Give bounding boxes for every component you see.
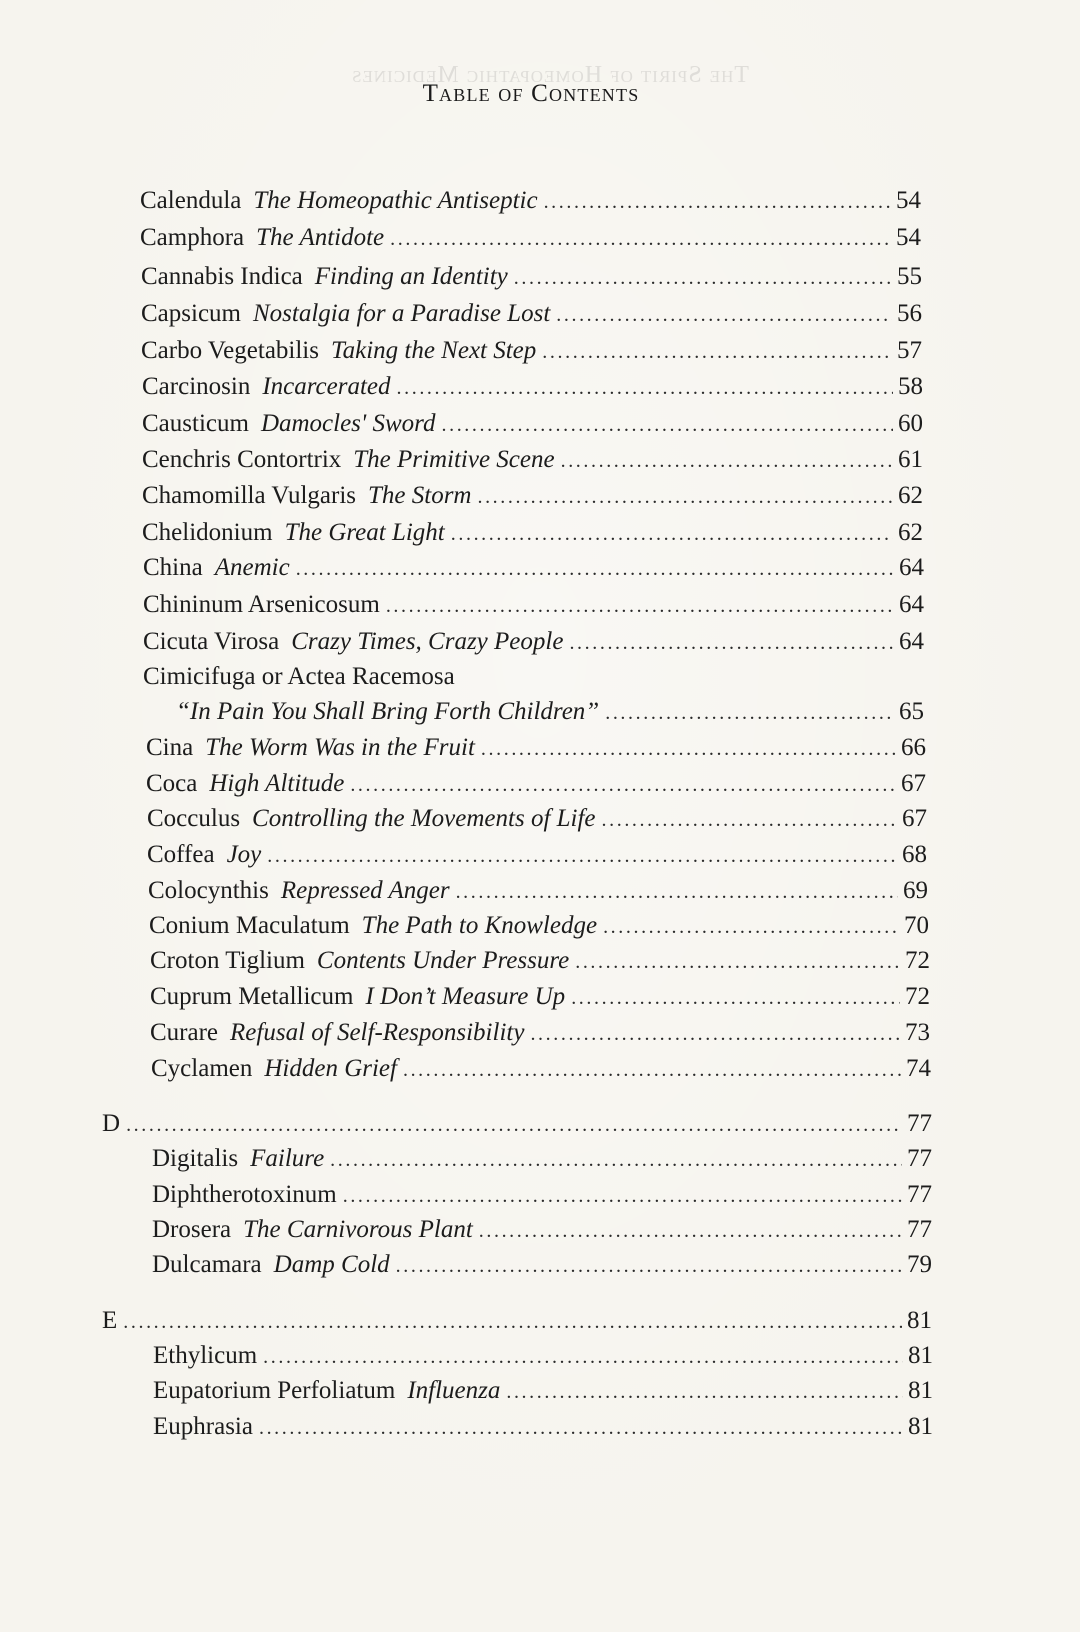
toc-entry[interactable] (146, 767, 926, 801)
dot-leader (569, 626, 894, 660)
entry-subtitle: The Path to Knowledge (361, 912, 598, 939)
dot-leader (561, 444, 893, 478)
section-letter-d[interactable] (102, 1107, 932, 1141)
entry-page: 54 (896, 187, 921, 214)
entry-page: 73 (905, 1019, 930, 1046)
dot-leader (386, 589, 894, 623)
entry-subtitle: Failure (250, 1145, 325, 1172)
toc-entry[interactable] (150, 944, 930, 978)
section-letter: E (102, 1307, 118, 1334)
entry-page: 81 (908, 1377, 933, 1404)
toc-entry[interactable] (142, 479, 923, 513)
toc-entry[interactable] (152, 1248, 932, 1282)
dot-leader (477, 480, 893, 514)
toc-entry[interactable] (142, 407, 923, 441)
entry-subtitle: Anemic (214, 554, 290, 581)
dot-leader (126, 1108, 902, 1142)
dot-leader (506, 1375, 903, 1409)
entry-page: 64 (899, 591, 924, 618)
dot-leader (602, 803, 897, 837)
entry-page: 54 (896, 224, 921, 251)
entry-subtitle: “In Pain You Shall Bring Forth Children” (176, 698, 600, 725)
dot-leader (575, 945, 900, 979)
entry-page: 57 (897, 337, 922, 364)
toc-entry[interactable] (152, 1213, 932, 1247)
toc-entry[interactable] (146, 731, 926, 765)
dot-leader (267, 839, 897, 873)
entry-name: Carcinosin (142, 373, 251, 400)
dot-leader (403, 1053, 901, 1087)
entry-name: Calendula (140, 187, 242, 214)
dot-leader (343, 1179, 902, 1213)
dot-leader (350, 768, 896, 802)
toc-entry[interactable] (142, 443, 923, 477)
entry-name: Coffea (147, 841, 215, 868)
section-page: 77 (907, 1110, 932, 1137)
entry-page: 62 (898, 519, 923, 546)
dot-leader (603, 910, 899, 944)
entry-name: Chininum Arsenicosum (143, 591, 380, 618)
entry-name: Diphtherotoxinum (152, 1181, 337, 1208)
entry-subtitle: Damp Cold (273, 1251, 390, 1278)
entry-page: 55 (897, 263, 922, 290)
entry-page: 65 (899, 698, 924, 725)
toc-entry[interactable] (141, 260, 922, 294)
toc-entry[interactable] (142, 370, 923, 404)
entry-name: Cannabis Indica (141, 263, 303, 290)
toc-entry[interactable] (152, 1142, 932, 1176)
dot-leader (481, 732, 896, 766)
entry-name: Dulcamara (152, 1251, 262, 1278)
entry-subtitle: The Antidote (256, 224, 385, 251)
bleed-through-header: The Spirit of Homeopathic Medicines (351, 62, 750, 88)
entry-subtitle: Incarcerated (262, 373, 391, 400)
entry-name: Cyclamen (151, 1055, 253, 1082)
entry-name: Chelidonium (142, 519, 273, 546)
dot-leader (263, 1340, 903, 1374)
entry-page: 60 (898, 410, 923, 437)
toc-entry[interactable] (151, 1052, 931, 1086)
entry-name: Euphrasia (153, 1413, 253, 1440)
entry-name: Colocynthis (148, 877, 269, 904)
dot-leader (396, 1249, 902, 1283)
dot-leader (442, 408, 894, 442)
entry-page: 61 (898, 446, 923, 473)
entry-subtitle: I Don’t Measure Up (365, 983, 566, 1010)
entry-subtitle: Damocles' Sword (260, 410, 436, 437)
entry-name: Cuprum Metallicum (150, 983, 354, 1010)
entry-page: 64 (899, 628, 924, 655)
entry-subtitle: Nostalgia for a Paradise Lost (253, 300, 551, 327)
toc-entry[interactable] (148, 874, 928, 908)
entry-subtitle: Taking the Next Step (330, 337, 537, 364)
dot-leader (542, 335, 892, 369)
toc-entry-continuation[interactable] (176, 695, 924, 729)
entry-page: 67 (901, 770, 926, 797)
entry-subtitle: The Great Light (284, 519, 445, 546)
toc-entry[interactable] (149, 909, 929, 943)
toc-entry[interactable] (147, 802, 927, 836)
entry-name: Cicuta Virosa (143, 628, 280, 655)
entry-subtitle: Refusal of Self-Responsibility (230, 1019, 525, 1046)
entry-page: 72 (905, 947, 930, 974)
toc-entry[interactable] (150, 1016, 930, 1050)
entry-page: 69 (903, 877, 928, 904)
entry-subtitle: High Altitude (209, 770, 345, 797)
entry-page: 64 (899, 554, 924, 581)
entry-page: 70 (904, 912, 929, 939)
dot-leader (556, 298, 892, 332)
toc-entry[interactable] (141, 297, 922, 331)
dot-leader (456, 875, 898, 909)
dot-leader (451, 517, 893, 551)
dot-leader (605, 696, 894, 730)
entry-subtitle: The Carnivorous Plant (243, 1216, 473, 1243)
toc-entry[interactable] (142, 516, 923, 550)
entry-name: Digitalis (152, 1145, 239, 1172)
entry-name: Coca (146, 770, 198, 797)
entry-page: 72 (905, 983, 930, 1010)
entry-name: Causticum (142, 410, 249, 437)
dot-leader (259, 1411, 903, 1445)
entry-page: 81 (908, 1413, 933, 1440)
entry-page: 77 (907, 1181, 932, 1208)
entry-page: 67 (902, 805, 927, 832)
entry-page: 66 (901, 734, 926, 761)
entry-name: Carbo Vegetabilis (141, 337, 319, 364)
toc-entry[interactable] (141, 334, 922, 368)
entry-subtitle: The Worm Was in the Fruit (205, 734, 475, 761)
toc-entry[interactable] (140, 221, 921, 255)
entry-name: China (143, 554, 203, 581)
entry-name: Cina (146, 734, 194, 761)
dot-leader (479, 1214, 902, 1248)
toc-entry[interactable] (153, 1410, 933, 1444)
entry-name: Cenchris Contortrix (142, 446, 342, 473)
entry-subtitle: Controlling the Movements of Life (252, 805, 596, 832)
section-letter: D (102, 1110, 121, 1137)
toc-entry[interactable] (147, 838, 927, 872)
entry-name: Conium Maculatum (149, 912, 350, 939)
entry-subtitle: The Primitive Scene (353, 446, 555, 473)
entry-subtitle: The Homeopathic Antiseptic (253, 187, 538, 214)
entry-subtitle: Contents Under Pressure (316, 947, 570, 974)
toc-entry[interactable] (143, 660, 924, 694)
entry-name: Chamomilla Vulgaris (142, 482, 356, 509)
entry-subtitle: Finding an Identity (314, 263, 508, 290)
dot-leader (397, 371, 893, 405)
section-letter-e[interactable] (102, 1304, 932, 1338)
dot-leader (390, 222, 891, 256)
entry-name: Drosera (152, 1216, 232, 1243)
dot-leader (530, 1017, 900, 1051)
entry-name: Eupatorium Perfoliatum (153, 1377, 396, 1404)
entry-name: Capsicum (141, 300, 241, 327)
entry-page: 68 (902, 841, 927, 868)
dot-leader (123, 1305, 902, 1339)
dot-leader (571, 981, 900, 1015)
entry-page: 58 (898, 373, 923, 400)
entry-name: Ethylicum (153, 1342, 258, 1369)
entry-name: Croton Tiglium (150, 947, 305, 974)
entry-name: Curare (150, 1019, 219, 1046)
toc-entry[interactable] (153, 1374, 933, 1408)
entry-page: 79 (907, 1251, 932, 1278)
entry-subtitle: The Storm (368, 482, 472, 509)
entry-subtitle: Hidden Grief (264, 1055, 397, 1082)
dot-leader (544, 185, 891, 219)
dot-leader (330, 1143, 902, 1177)
entry-subtitle: Joy (226, 841, 262, 868)
toc-entry[interactable] (152, 1178, 932, 1212)
entry-name: Camphora (140, 224, 245, 251)
entry-page: 56 (897, 300, 922, 327)
page-title: Table of Contents (422, 80, 640, 107)
entry-subtitle: Repressed Anger (280, 877, 450, 904)
entry-page: 77 (907, 1145, 932, 1172)
entry-subtitle: Crazy Times, Crazy People (291, 628, 564, 655)
entry-name: Cocculus (147, 805, 241, 832)
toc-entry[interactable] (143, 588, 924, 622)
entry-page: 81 (908, 1342, 933, 1369)
toc-entry[interactable] (150, 980, 930, 1014)
toc-entry[interactable] (140, 184, 921, 218)
entry-page: 62 (898, 482, 923, 509)
toc-entry[interactable] (153, 1339, 933, 1373)
entry-subtitle: Influenza (407, 1377, 501, 1404)
dot-leader (296, 552, 894, 586)
entry-page: 74 (906, 1055, 931, 1082)
toc-entry[interactable] (143, 551, 924, 585)
toc-entry[interactable] (143, 625, 924, 659)
entry-name: Cimicifuga or Actea Racemosa (143, 663, 455, 690)
entry-page: 77 (907, 1216, 932, 1243)
dot-leader (514, 261, 892, 295)
section-page: 81 (907, 1307, 932, 1334)
